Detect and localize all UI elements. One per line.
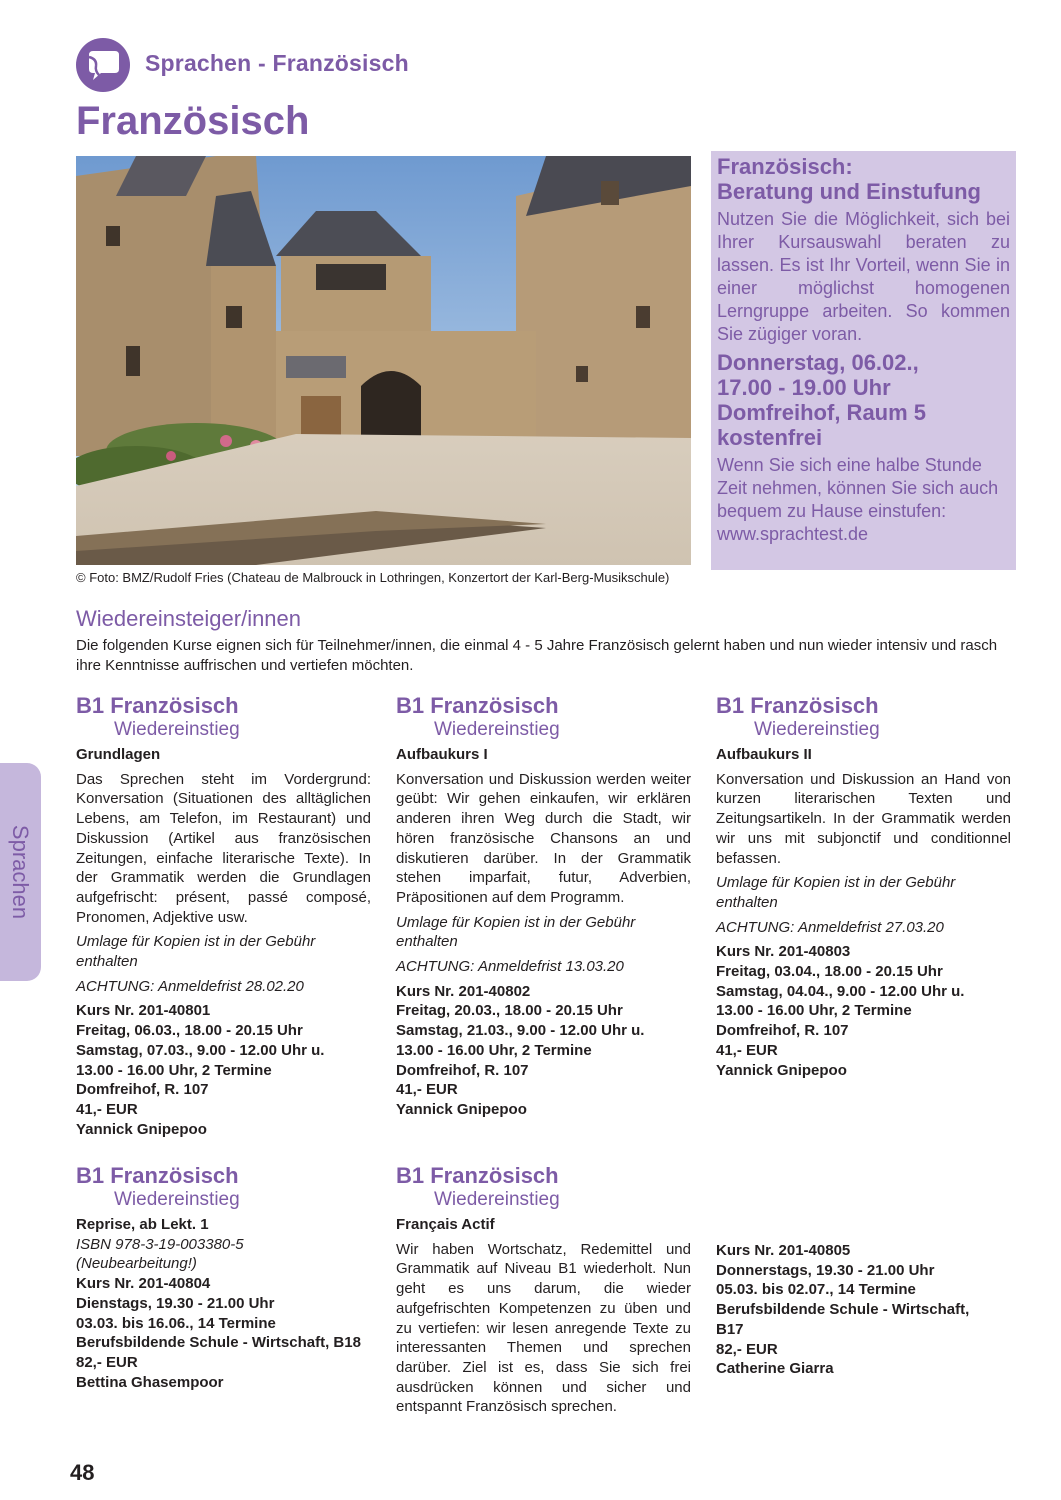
side-tab-sprachen [0,763,41,981]
course-topic: Français Actif [396,1216,495,1233]
info-box-schedule [717,350,1010,450]
section-heading: Wiedereinsteiger/innen [76,606,302,631]
course-price: 82,- EUR [76,1353,138,1371]
course-schedule: Donnerstags, 19.30 - 21.00 Uhr [716,1261,935,1279]
course-location: Domfreihof, R. 107 [76,1081,209,1099]
course-topic: Aufbaukurs II [716,746,812,763]
course-card [396,1163,691,1417]
category-label: Sprachen - Französisch [145,50,409,76]
info-box-time: 17.00 - 19.00 Uhr [717,375,891,400]
course-schedule: Samstag, 21.03., 9.00 - 12.00 Uhr u. [396,1022,645,1040]
course-title: B1 Französisch [76,693,239,718]
info-box [711,151,1016,570]
photo-caption: © Foto: BMZ/Rudolf Fries (Chateau de Malbrouck in Lothringen, Konzertort der Karl-Berg-Musikschule) [76,570,670,585]
course-note: Umlage für Kopien ist in der Gebühr enthalten [76,933,316,971]
page-title: Französisch [76,99,310,143]
course-details [396,982,691,1120]
course-note: Umlage für Kopien ist in der Gebühr enthalten [396,913,636,951]
course-deadline: ACHTUNG: Anmeldefrist 28.02.20 [76,977,304,995]
course-number: Kurs Nr. 201-40801 [76,1002,211,1020]
course-edition-note: (Neubearbeitung!) [76,1255,197,1273]
info-box-text: Nutzen Sie die Möglichkeit, sich bei Ihrer Kursauswahl beraten zu lassen. Es ist Ihr Vorteil, wenn Sie in einer möglichst homogenen Lerngruppe arbeiten. So kommen Sie zügiger voran. [717,209,1010,344]
course-teacher: Bettina Ghasempoor [76,1373,224,1391]
course-location: B17 [716,1320,744,1338]
course-description: Konversation und Diskussion an Hand von kurzen literarischen Texten und Zeitungsartikeln. In der Grammatik werden wir uns mit subjonctif und conditionnel befassen. [716,770,1011,867]
side-tab-label: Sprachen [8,824,33,920]
course-price: 41,- EUR [76,1100,138,1118]
course-description: Konversation und Diskussion werden weiter geübt: Wir gehen einkaufen, wir erklären anderen ihren Weg durch die Stadt, wir hören französische Chansons an und diskutieren darüber. In der Grammatik stehen imparfait, futur, Adverbien, Präpositionen auf dem Programm. [396,770,691,906]
info-box-date: Donnerstag, 06.02., [717,350,919,375]
course-isbn: ISBN 978-3-19-003380-5 [76,1235,244,1253]
course-topic: Reprise, ab Lekt. 1 [76,1216,209,1233]
course-teacher: Yannick Gnipepoo [716,1061,847,1079]
course-card [76,1163,371,1392]
course-title: B1 Französisch [396,1163,559,1188]
course-schedule: Samstag, 04.04., 9.00 - 12.00 Uhr u. [716,982,965,1000]
course-schedule: 05.03. bis 02.07., 14 Termine [716,1281,916,1299]
course-location: Berufsbildende Schule - Wirtschaft, B18 [76,1334,361,1352]
course-subtitle: Wiedereinstieg [434,1189,560,1210]
course-details [76,1001,371,1139]
course-location: Berufsbildende Schule - Wirtschaft, [716,1301,970,1319]
course-schedule: Dienstags, 19.30 - 21.00 Uhr [76,1294,275,1312]
course-teacher: Catherine Giarra [716,1360,834,1378]
page-number: 48 [70,1460,95,1485]
course-schedule: 13.00 - 16.00 Uhr, 2 Termine [396,1041,592,1059]
course-card [396,693,691,1120]
info-box-self-test: Wenn Sie sich eine halbe Stunde Zeit nehmen, können Sie sich auch bequem zu Hause einstufen: [717,455,999,521]
section-intro: Die folgenden Kurse eignen sich für Teilnehmer/innen, die einmal 4 - 5 Jahre Französisch gelernt haben und nun wieder intensiv und rasch ihre Kenntnisse auffrischen und vertiefen möchten. [76,637,998,674]
course-card [716,1241,1011,1379]
course-schedule: Samstag, 07.03., 9.00 - 12.00 Uhr u. [76,1041,325,1059]
course-schedule: 13.00 - 16.00 Uhr, 2 Termine [76,1061,272,1079]
course-note: Umlage für Kopien ist in der Gebühr enthalten [716,874,956,911]
course-price: 41,- EUR [396,1081,458,1099]
info-box-title-1: Französisch: [717,154,853,179]
course-teacher: Yannick Gnipepoo [76,1120,207,1138]
course-topic: Aufbaukurs I [396,746,488,763]
course-card [76,693,371,1139]
course-number: Kurs Nr. 201-40802 [396,982,531,1000]
course-details [716,942,1011,1080]
course-subtitle: Wiedereinstieg [114,719,240,740]
course-deadline: ACHTUNG: Anmeldefrist 27.03.20 [716,918,944,936]
info-box-title-2: Beratung und Einstufung [717,179,981,204]
course-location: Domfreihof, R. 107 [716,1022,849,1040]
course-details [76,1274,371,1392]
course-schedule: 03.03. bis 16.06., 14 Termine [76,1314,276,1332]
course-price: 82,- EUR [716,1340,778,1358]
info-box-price: kostenfrei [717,425,823,450]
course-title: B1 Französisch [76,1163,239,1188]
course-description: Wir haben Wortschatz, Redemittel und Grammatik auf Niveau B1 wiederholt. Nun geht es uns darum, die wieder aufgefrischten Kompetenzen zu üben und zu vertiefen: wir lesen anregende Texte zu interessanten Themen und sprechen darüber. Ziel ist es, dass Sie sich frei ausdrücken können und sicher und entspannt Französisch sprechen. [396,1240,691,1416]
course-schedule: 13.00 - 16.00 Uhr, 2 Termine [716,1002,912,1020]
course-location: Domfreihof, R. 107 [396,1061,529,1079]
castle-photo [76,156,691,565]
course-number: Kurs Nr. 201-40804 [76,1275,211,1293]
course-schedule: Freitag, 03.04., 18.00 - 20.15 Uhr [716,963,943,981]
course-description: Das Sprechen steht im Vordergrund: Konversation (Situationen des alltäglichen Lebens, am Telefon, im Restaurant) und Diskussion (Artikel aus französischen Zeitungen, einfache literarische Texte). In der Grammatik werden die Grundlagen aufgefrischt: présent, passé composé, Pronomen, Adjektive usw. [76,770,371,926]
course-title: B1 Französisch [716,693,879,718]
course-subtitle: Wiedereinstieg [754,719,880,740]
course-number: Kurs Nr. 201-40805 [716,1242,851,1259]
course-topic: Grundlagen [76,746,161,763]
course-card [716,693,1011,1080]
course-title: B1 Französisch [396,693,559,718]
course-schedule: Freitag, 20.03., 18.00 - 20.15 Uhr [396,1002,623,1020]
course-subtitle: Wiedereinstieg [434,719,560,740]
course-price: 41,- EUR [716,1041,778,1059]
course-number: Kurs Nr. 201-40803 [716,943,851,961]
info-box-place: Domfreihof, Raum 5 [717,400,927,425]
course-teacher: Yannick Gnipepoo [396,1100,527,1118]
course-deadline: ACHTUNG: Anmeldefrist 13.03.20 [396,958,624,976]
info-box-url[interactable]: www.sprachtest.de [717,524,869,544]
course-schedule: Freitag, 06.03., 18.00 - 20.15 Uhr [76,1022,303,1040]
speech-bubble-icon [76,38,130,92]
info-box-text-2 [717,454,1010,546]
course-subtitle: Wiedereinstieg [114,1189,240,1210]
course-details [716,1241,1011,1379]
